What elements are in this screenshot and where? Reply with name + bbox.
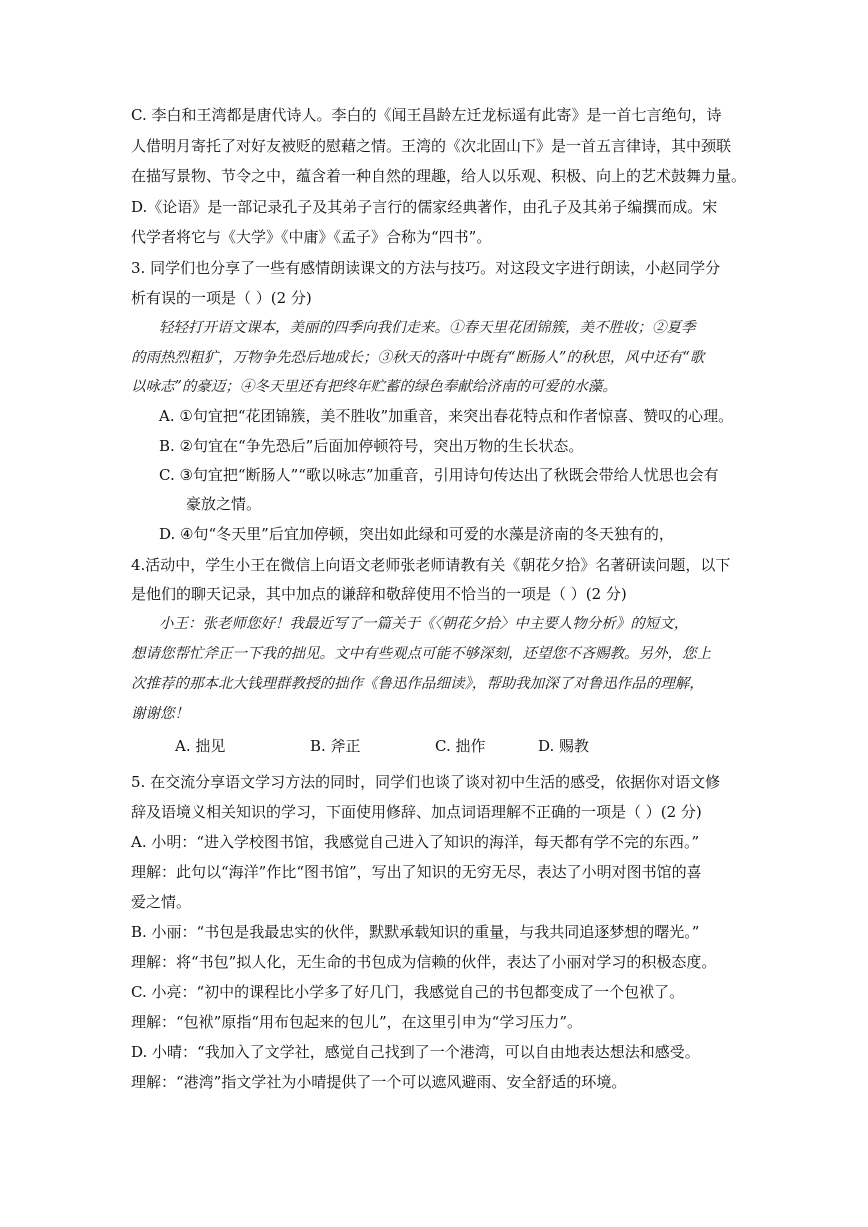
choice-a: A. 拙见 bbox=[175, 737, 226, 755]
passage-line: 轻轻打开语文课本，美丽的四季向我们走来。①春天里花团锦簇，美不胜收；②夏季 bbox=[159, 320, 696, 336]
question-4-stem: 4.活动中，学生小王在微信上向语文老师张老师请教有关《朝花夕拾》名著研读问题，以下 bbox=[131, 556, 731, 574]
chat-line: 想请您帮忙斧正一下我的拙见。文中有些观点可能不够深刻，还望您不吝赐教。另外，您上 bbox=[131, 646, 711, 662]
text-line: 在描写景物、节令之中，蕴含着一种自然的理趣，给人以乐观、积极、向上的艺术鼓舞力量。 bbox=[131, 167, 747, 185]
q5-option-a-explain: 理解：此句以“海洋”作比“图书馆”，写出了知识的无穷无尽，表达了小明对图书馆的喜 bbox=[131, 863, 702, 881]
question-3-stem: 3. 同学们也分享了一些有感情朗读课文的方法与技巧。对这段文字进行朗读，小赵同学分 bbox=[131, 259, 721, 277]
passage-line: 的雨热烈粗犷，万物争先恐后地成长；③秋天的落叶中既有“断肠人”的秋思，风中还有“歌 bbox=[131, 350, 705, 366]
text-line: 人借明月寄托了对好友被贬的慰藉之情。王湾的《次北固山下》是一首五言律诗，其中颈联 bbox=[131, 137, 732, 155]
choice-d: D. 赐教 bbox=[538, 737, 590, 755]
question-5-stem: 5. 在交流分享语文学习方法的同时，同学们也谈了谈对初中生活的感受，依据你对语文修 bbox=[131, 773, 721, 791]
q5-option-b-explain: 理解：将“书包”拟人化，无生命的书包成为信赖的伙伴，表达了小丽对学习的积极态度。 bbox=[131, 953, 717, 971]
q5-option-d: D. 小晴：“我加入了文学社，感觉自己找到了一个港湾，可以自由地表达想法和感受。 bbox=[131, 1043, 700, 1061]
choice-c: C. 拙作 bbox=[435, 737, 486, 755]
q5-option-c: C. 小亮：“初中的课程比小学多了好几门，我感觉自己的书包都变成了一个包袱了。 bbox=[131, 983, 685, 1001]
chat-line: 小王：张老师您好！我最近写了一篇关于《〈朝花夕拾〉中主要人物分析》的短文， bbox=[159, 616, 689, 632]
option-c-cont: 豪放之情。 bbox=[186, 495, 262, 513]
passage-line: 以咏志”的豪迈；④冬天里还有把终年贮蓄的绿色奉献给济南的可爱的水藻。 bbox=[131, 379, 617, 395]
option-a: A. ①句宜把“花团锦簇，美不胜收”加重音，来突出春花特点和作者惊喜、赞叹的心理。 bbox=[159, 407, 734, 425]
q5-option-a-explain: 爱之情。 bbox=[131, 893, 192, 911]
question-5-stem: 辞及语境义相关知识的学习，下面使用修辞、加点词语理解不正确的一项是（ ）(2 分) bbox=[131, 803, 702, 821]
text-line: D.《论语》是一部记录孔子及其弟子言行的儒家经典著作，由孔子及其弟子编撰而成。宋 bbox=[131, 198, 718, 216]
question-4-stem: 是他们的聊天记录，其中加点的谦辞和敬辞使用不恰当的一项是（ ）(2 分) bbox=[131, 585, 627, 603]
q5-option-b: B. 小丽：“书包是我最忠实的伙伴，默默承载知识的重量，与我共同追逐梦想的曙光。” bbox=[131, 923, 700, 941]
q5-option-a: A. 小明：“进入学校图书馆，我感觉自己进入了知识的海洋，每天都有学不完的东西。” bbox=[131, 833, 700, 851]
choice-b: B. 斧正 bbox=[310, 737, 361, 755]
option-c: C. ③句宜把“断肠人”“歌以咏志”加重音，引用诗句传达出了秋既会带给人忧思也会有 bbox=[159, 466, 719, 484]
question-3-stem: 析有误的一项是（ ）(2 分) bbox=[131, 289, 312, 307]
text-line: 代学者将它与《大学》《中庸》《孟子》合称为“四书”。 bbox=[131, 228, 492, 246]
option-b: B. ②句宜在“争先恐后”后面加停顿符号，突出万物的生长状态。 bbox=[159, 437, 584, 455]
option-d: D. ④句“冬天里”后宜加停顿，突出如此绿和可爱的水藻是济南的冬天独有的， bbox=[159, 525, 674, 543]
text-line: C. 李白和王湾都是唐代诗人。李白的《闻王昌龄左迁龙标遥有此寄》是一首七言绝句，诗 bbox=[131, 106, 722, 124]
q5-option-c-explain: 理解：“包袱”原指“用布包起来的包儿”，在这里引申为“学习压力”。 bbox=[131, 1013, 583, 1031]
chat-line: 谢谢您！ bbox=[131, 706, 189, 722]
q5-option-d-explain: 理解：“港湾”指文学社为小晴提供了一个可以遮风避雨、安全舒适的环境。 bbox=[131, 1073, 627, 1091]
chat-line: 次推荐的那本北大钱理群教授的拙作《鲁迅作品细读》，帮助我加深了对鲁迅作品的理解， bbox=[131, 676, 704, 692]
